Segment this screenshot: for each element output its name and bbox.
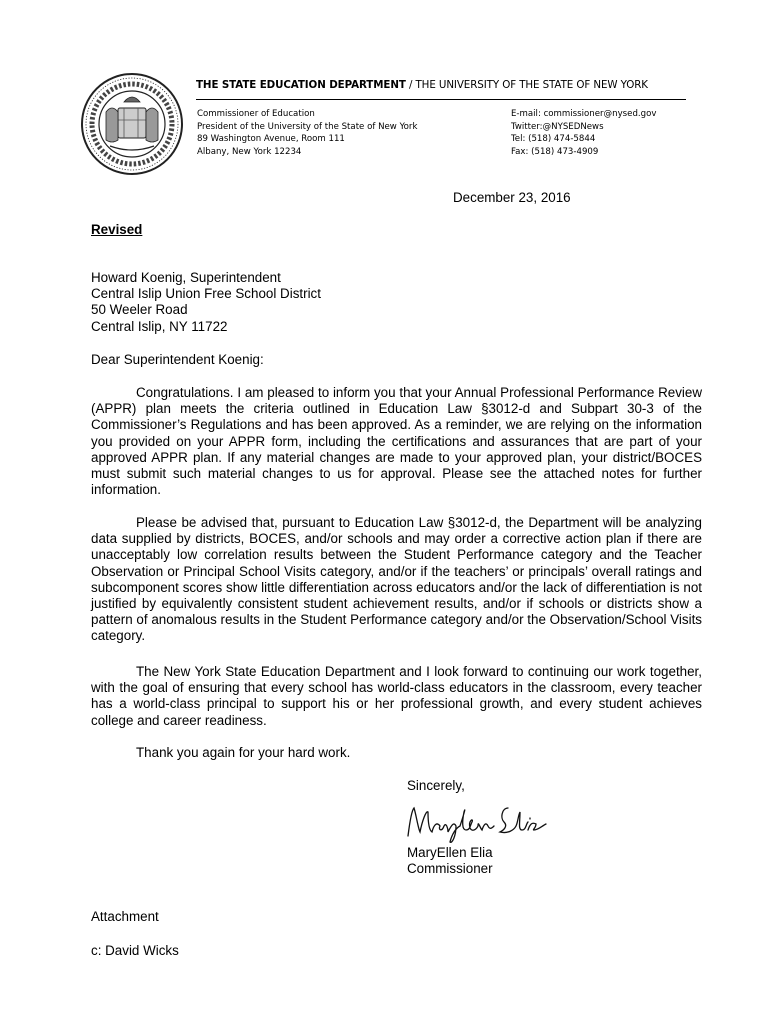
closing: Sincerely, xyxy=(407,778,465,793)
letterhead-title-bold: THE STATE EDUCATION DEPARTMENT xyxy=(196,79,406,91)
salutation: Dear Superintendent Koenig: xyxy=(91,352,264,367)
cc-line: c: David Wicks xyxy=(91,943,179,958)
signer-title: Commissioner xyxy=(407,861,493,877)
body-paragraph: The New York State Education Department and I look forward to continuing our work together, with the goal of ensuring that every school has world-class educators in the classroom, every teacher has a world-class principal to support his or her professional growth, and every student achieves college and career readiness. xyxy=(91,664,702,728)
address-line: 50 Weeler Road xyxy=(91,302,188,318)
revised-label: Revised xyxy=(91,222,143,237)
contact-line: Tel: (518) 474-5844 xyxy=(511,134,596,145)
letterhead-office-block xyxy=(197,108,417,159)
signer-name: MaryEllen Elia xyxy=(407,845,493,860)
signer-block xyxy=(407,845,493,877)
address-line: Central Islip, NY 11722 xyxy=(91,318,228,334)
contact-line: Fax: (518) 473-4909 xyxy=(511,147,599,158)
recipient-address xyxy=(91,270,321,335)
office-line: 89 Washington Avenue, Room 111 xyxy=(197,134,345,145)
body-paragraph: Please be advised that, pursuant to Education Law §3012-d, the Department will be analyzing data supplied by districts, BOCES, and/or schools and may order a corrective action plan if there are unacceptably low correlation results between the Student Performance category and the Teacher Observation or Principal School Visits category, and/or if the teachers’ or principals’ overall ratings and subcomponent scores show little differentiation across educators and/or the lack of differentiation is not justified by equivalently consistent student achievement results, and/or if schools or districts show a pattern of anomalous results in the Student Performance category and/or the Observation/School Visits category. xyxy=(91,515,702,644)
thanks-line: Thank you again for your hard work. xyxy=(136,745,351,760)
office-line: President of the University of the State of New York xyxy=(197,121,418,132)
handwritten-signature xyxy=(404,800,554,848)
address-line: Central Islip Union Free School District xyxy=(91,286,321,302)
letter-date: December 23, 2016 xyxy=(453,190,571,205)
state-seal-icon xyxy=(80,72,184,176)
office-line: Albany, New York 12234 xyxy=(197,147,302,158)
letterhead-rule xyxy=(196,99,686,100)
contact-line: Twitter:@NYSEDNews xyxy=(511,121,604,132)
letterhead-title-rest: / THE UNIVERSITY OF THE STATE OF NEW YORK xyxy=(405,79,648,91)
letterhead-contact-block xyxy=(511,108,656,159)
address-line: Howard Koenig, Superintendent xyxy=(91,270,281,285)
office-line: Commissioner of Education xyxy=(197,109,315,119)
contact-line: E-mail: commissioner@nysed.gov xyxy=(511,109,657,119)
body-paragraph: Congratulations. I am pleased to inform you that your Annual Professional Performance Review (APPR) plan meets the criteria outlined in Education Law §3012-d and Subpart 30-3 of the Commissioner’s Regulations and has been approved. As a reminder, we are relying on the information you provided on your APPR form, including the certifications and assurances that are part of your approved APPR plan. If any material changes are made to your approved plan, your district/BOCES must submit such material changes to us for approval. Please see the attached notes for further information. xyxy=(91,385,702,498)
attachment-label: Attachment xyxy=(91,909,159,924)
letterhead-title xyxy=(196,79,686,91)
